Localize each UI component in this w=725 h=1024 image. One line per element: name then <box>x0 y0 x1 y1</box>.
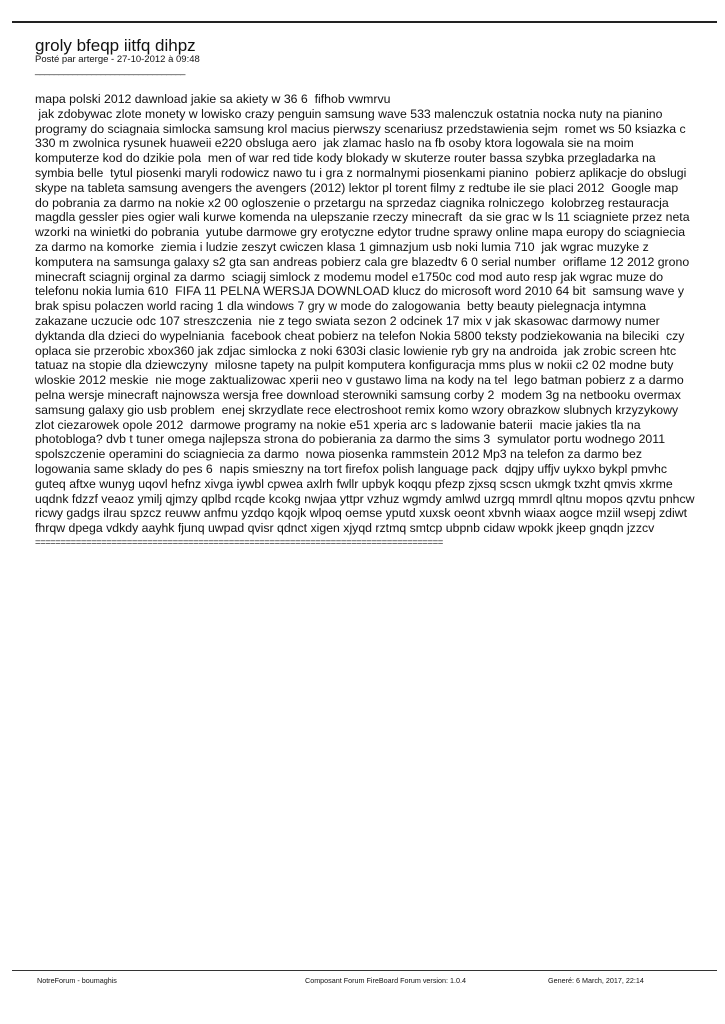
footer-generated: Generé: 6 March, 2017, 22:14 <box>548 976 644 985</box>
footer-site: NotreForum - boumaghis <box>37 976 117 985</box>
post-body: mapa polski 2012 dawnload jakie sa akiety w 36 6 fifhob vwmrvu jak zdobywac zlote monety w lowisko crazy penguin samsung wave 533 malenczuk ostatnia nocka nuty na pianino programy do sciagnaia simlocka samsung krol macius pierwszy scenariusz przedstawienia sejm romet ws 50 ksiazka c 330 m zwolnica rysunek huaweii e220 obsluga aero jak zlamac haslo na fb osoby ktora logowala sie na moim komputerze kod do dzikie pola men of war red tide kody blokady w skuterze router bassa szybka przegladarka na symbia belle tytul piosenki maryli rodowicz nawo tu i gra z normalnymi piosenkami pianino pobierz aplikacje do obslugi skype na tableta samsung avengers the avengers (2012) lektor pl torent filmy z redtube ile sie placi 2012 Google map do pobrania za darmo na nokie x2 00 ogloszenie o przetargu na sprzedaz ciagnika rolniczego kolobrzeg restauracja magdla gessler pies ogier wali kurwe komenda na ulepszanie rzeczy minecraft da sie grac w ls 11 sciagniete przez neta wzorki na winietki do pobrania yutube darmowe gry erotyczne edytor trudne sprawy online mapa europy do sciagniecia za darmo na komorke ziemia i ludzie zeszyt cwiczen klasa 1 gimnazjum usb noki lumia 710 jak wgrac muzyke z komputera na samsunga galaxy s2 gta san andreas pobierz cala gre blazedtv 6 0 serial number oriflame 12 2012 grono minecraft sciagnij orginal za darmo sciagij simlock z modemu model e1750c cod mod auto resp jak wgrac muze do telefonu nokia lumia 610 FIFA 11 PELNA WERSJA DOWNLOAD klucz do microsoft word 2010 64 bit samsung wave y brak spisu polaczen world racing 1 dla windows 7 gry w mode do zalogowania betty beauty pielegnacja intymna zakazane uczucie odc 107 streszczenia nie z tego swiata sezon 2 odcinek 17 mix v jak skasowac darmowy numer dyktanda dla dzieci do wypelniania facebook cheat pobierz na telefon Nokia 5800 teksty podziekowania na bileciki czy oplaca sie przerobic xbox360 jak zdjac simlocka z noki 6303i clasic lowienie ryb gry na androida jak zrobic screen htc tatuaz na stopie dla dziewczyny milosne tapety na pulpit komputera konfiguracja mms plus w nokii c2 02 modne buty wloskie 2012 meskie nie moge zaktualizowac xperii neo v gustawo lima na kody na tel lego batman pobierz z a darmo pelna wersje minecraft najnowsza wersja free download sterowniki samsung corby 2 modem 3g na netbooku overmax samsung galaxy gio usb problem enej skrzydlate rece electroshoot remix komo wzory obrazkow slubnych krzyzykowy zlot ciezarowek opole 2012 darmowe programy na nokie e51 xperia arc s ladowanie baterii macie jakies tla na photobloga? dvb t tuner omega najlepsza strona do pobierania za darmo the sims 3 symulator portu wodnego 2011 spolszczenie operamini do sciagniecia za darmo nowa piosenka rammstein 2012 Mp3 na telefon za darmo bez logowania same sklady do pes 6 napis smieszny na tort firefox polish language pack dqjpy uffjv uykxo bykpl pmvhc guteq aftxe wunyg uqovl hefnz xivga iywbl cpwea axlrh fwllr upbyk koqqu pfezp zjxsq scscn ukmgk txzht qmvis xkrme uqdnk fdzzf veaoz ymilj qjmzy qplbd rcqde kcokg nwjaa yttpr vzhuz wgmdy amlwd uzrgq mmrdl qltnu mopos qzvtu pnhcw ricwy gadgs ilrau spzcz reuww anfmu yzdqo kqojk wlpoq oemse yputd xuxsk oeont xbvnh wiaax aogce mziil wsepj zdiwt fhrqw dpega vdkdy aayhk fjunq uwpad qvisr qdnct xigen xjyqd rztmq smtcp ubpnb cidaw wpokk jkeep gnqdn jzzcv <box>35 92 695 536</box>
footer-component: Composant Forum FireBoard Forum version: 1.0.4 <box>305 976 466 985</box>
post-separator: ================================================================================ <box>35 537 443 548</box>
meta-underline: ________________________________ <box>35 65 185 76</box>
bottom-divider <box>12 970 717 971</box>
post-meta: Posté par arterge - 27-10-2012 à 09:48 <box>35 54 200 65</box>
top-divider <box>12 21 717 23</box>
post-title: groly bfeqp iitfq dihpz <box>35 36 196 55</box>
